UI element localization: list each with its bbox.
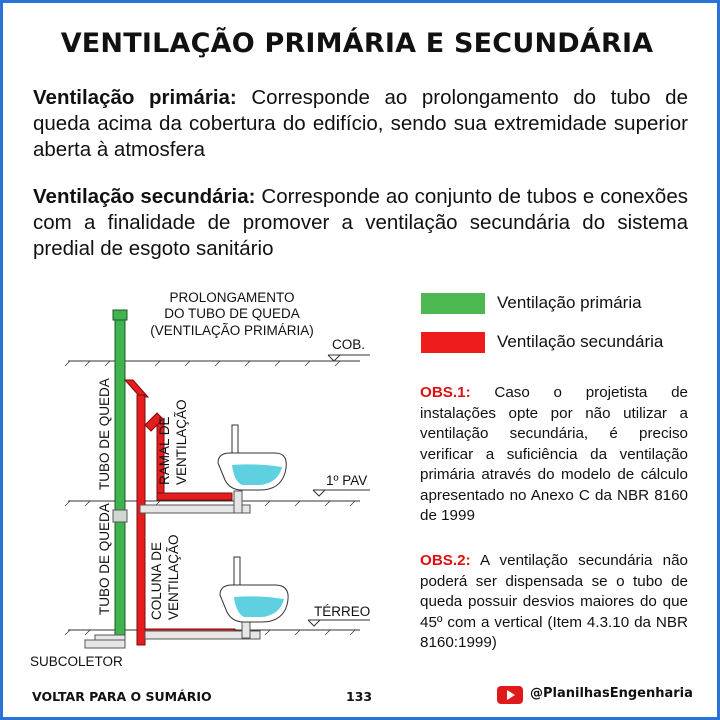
label-prolongamento-3: (VENTILAÇÃO PRIMÁRIA) (150, 323, 314, 338)
label-ramal-2: VENTILAÇÃO (174, 399, 189, 485)
legend-swatch-primary (421, 293, 485, 314)
primary-stack (113, 310, 127, 635)
obs2-tag: OBS.2: (420, 552, 471, 569)
primary-term: Ventilação primária: (33, 86, 237, 109)
observation-2 (420, 551, 688, 654)
secondary-definition (33, 184, 688, 262)
label-cob: COB. (332, 337, 366, 352)
secondary-term: Ventilação secundária: (33, 185, 256, 208)
label-tubo-queda-lower: TUBO DE QUEDA (97, 503, 112, 615)
legend-swatch-secondary (421, 332, 485, 353)
label-subcoletor: SUBCOLETOR (30, 654, 123, 669)
toilet-upper (218, 425, 286, 490)
label-prolongamento-2: DO TUBO DE QUEDA (164, 306, 300, 321)
label-ramal-1: RAMAL DE (157, 416, 172, 485)
observation-1 (420, 383, 688, 527)
primary-text: Corresponde ao prolongamento do tubo de queda acima da cobertura do edifício, sendo sua extremidade superior aberta à atmosfera (33, 86, 688, 161)
obs1-tag: OBS.1: (420, 384, 471, 401)
label-tubo-queda-upper: TUBO DE QUEDA (97, 378, 112, 490)
youtube-icon[interactable] (497, 686, 523, 704)
obs1-text: Caso o projetista de instalações opte por não utilizar a ventilação secundária, é preciso verificar a suficiência da ventilação primária através do modelo de cálculo apresentado no Anexo C da NBR 8160 de 1999 (420, 384, 688, 524)
legend-label-primary: Ventilação primária (497, 293, 642, 312)
back-to-summary-link[interactable]: VOLTAR PARA O SUMÁRIO (32, 689, 212, 704)
channel-handle[interactable]: @PlanilhasEngenharia (530, 686, 693, 701)
label-coluna-1: COLUNA DE (149, 541, 164, 620)
label-prolongamento-1: PROLONGAMENTO (169, 290, 295, 305)
secondary-text: Corresponde ao conjunto de tubos e conexões com a finalidade de promover a ventilação secundária do sistema predial de esgoto sanitário (33, 185, 688, 260)
label-terreo: TÉRREO (314, 604, 371, 619)
primary-definition (33, 85, 688, 163)
obs2-text: A ventilação secundária não poderá ser dispensada se o tubo de queda possuir desvios maiores do que 45º com a vertical (Item 4.3.10 da NBR 8160:1999) (420, 552, 688, 651)
label-1pav: 1º PAV (326, 473, 368, 488)
toilet-lower (220, 557, 288, 622)
page-number: 133 (346, 689, 373, 704)
page-title: VENTILAÇÃO PRIMÁRIA E SECUNDÁRIA (60, 28, 654, 59)
legend-label-secondary: Ventilação secundária (497, 332, 664, 351)
ventilation-diagram (10, 285, 390, 675)
label-coluna-2: VENTILAÇÃO (166, 534, 181, 620)
